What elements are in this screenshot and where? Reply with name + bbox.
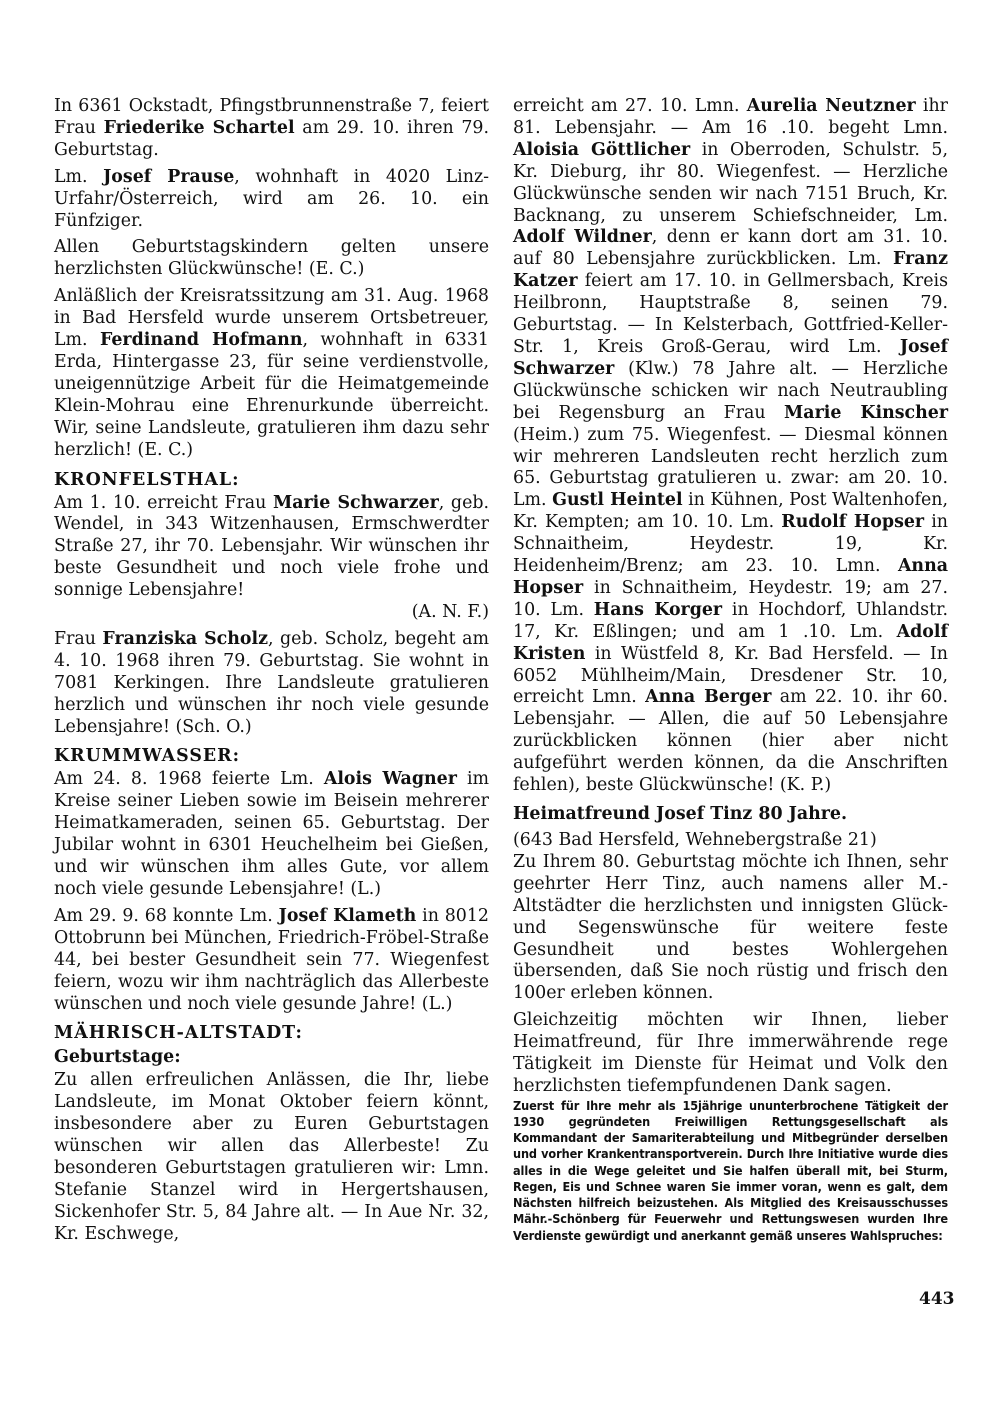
heading-geburtstage: Geburtstage: xyxy=(54,1047,181,1068)
heading-maehrisch-altstadt: MÄHRISCH-ALTSTADT: xyxy=(54,1023,303,1044)
paragraph-klameth: Am 29. 9. 68 konnte Lm. Josef Klameth in 8012 Ottobrunn bei München, Friedrich-Fröbel-Straße 44, bei bester Gesundheit sein 77. Wiegenfest feiern, wozu wir ihm nachträglich das Allerbeste wünschen und noch viele gesunde Jahre! (L.) xyxy=(54,905,489,1014)
paragraph-schartel: In 6361 Ockstadt, Pfingstbrunnenstraße 7, feiert Frau Friederike Schartel am 29. 10. ihren 79. Geburtstag. xyxy=(54,96,490,160)
heading-tinz: Heimatfreund Josef Tinz 80 Jahre. xyxy=(513,804,848,824)
paragraph-allen: Allen Geburtstagskindern gelten unsere herzlichsten Glückwünsche! (E. C.) xyxy=(54,237,489,280)
heading-krummwasser: KRUMMWASSER: xyxy=(54,746,241,767)
paragraph-greeting: Zu Ihrem 80. Geburtstag möchte ich Ihnen, sehr geehrter Herr Tinz, auch namens aller M.-Altstädter die herzlichsten und innigsten Glück- und Segenswünsche für weitere feste Gesundheit und bestes Wohlergehen übersenden, daß Sie noch rüstig und frisch den 100er erleben können. xyxy=(513,851,948,1004)
paragraph-schwarzer: Am 1. 10. erreicht Frau Marie Schwarzer, geb. Wendel, in 343 Witzenhausen, Ermschwerdter Straße 27, ihr 70. Lebensjahr. Wir wünschen ihr beste Gesundheit und noch viele frohe und sonnige Lebensjahre! (A. N. F.) xyxy=(54,492,490,623)
paragraph-birthday-list: erreicht am 27. 10. Lmn. Aurelia Neutzner ihr 81. Lebensjahr. — Am 16 .10. begeht Lmn. Aloisia Göttlicher in Oberroden, Schulstr. 5, Kr. Dieburg, ihr 80. Wiegenfest. — Herzliche Glückwünsche senden wir nach 7151 Bruch, Kr. Backnang, zu unserem Schiefschneider, Lm. Adolf Wildner, denn er kann dort am 31. 10. auf 80 Lebensjahre zurückblicken. Lm. Franz Katzer feiert am 17. 10. in Gellmersbach, Kreis Heilbronn, Hauptstraße 8, seinen 79. Geburtstag. — In Kelsterbach, Gottfried-Keller-Str. 1, Kreis Groß-Gerau, wird Lm. Josef Schwarzer (Klw.) 78 Jahre alt. — Herzliche Glückwünsche schicken wir nach Neutraubling bei Regensburg an Frau Marie Kinscher (Heim.) zum 75. Wiegenfest. — Diesmal können wir mehreren Landsleuten recht herzlich zum 65. Geburtstag gratulieren u. zwar: am 20. 10. Lm. Gustl Heintel in Kühnen, Post Waltenhofen, Kr. Kempten; am 10. 10. Lm. Rudolf Hopser in Schnaitheim, Heydestr. 19, Kr. Heidenheim/Brenz; am 23. 10. Lmn. Anna Hopser in Schnaitheim, Heydestr. 19; am 27. 10. Lm. Hans Korger in Hochdorf, Uhlandstr. 17, Kr. Eßlingen; und am 1 .10. Lm. Adolf Kristen in Wüstfeld 8, Kr. Bad Hersfeld. — In 6052 Mühlheim/Main, Dresdener Str. 10, erreicht Lmn. Anna Berger am 22. 10. ihr 60. Lebensjahr. — Allen, die auf 50 Lebensjahre zurückblicken können (hier aber nicht aufgeführt werden können, da die Anschriften fehlen), beste Glückwünsche! (K. P.) xyxy=(513,96,948,796)
paragraph-oktober: Zu allen erfreulichen Anlässen, die Ihr, liebe Landsleute, im Monat Oktober feiern könnt, insbesondere aber zu Euren Geburtstagen wünschen wir allen das Allerbeste! Zu besonderen Geburtstagen gratulieren wir: Lmn. Stefanie Stanzel wird in Hergertshausen, Sickenhofer Str. 5, 84 Jahre alt. — In Aue Nr. 32, Kr. Eschwege, xyxy=(54,1070,489,1244)
paragraph-scholz: Frau Franziska Scholz, geb. Scholz, begeht am 4. 10. 1968 ihren 79. Geburtstag. Sie wohnt in 7081 Kerkingen. Ihre Landsleute gratulieren herzlich und wünschen ihr noch viele gesunde Lebensjahre! (Sch. O.) xyxy=(54,628,489,737)
right-column xyxy=(513,96,948,1249)
paragraph-prause: Lm. Josef Prause, wohnhaft in 4020 Linz-Urfahr/Österreich, wird am 26. 10. ein Fünfziger. xyxy=(54,166,489,231)
left-column xyxy=(54,96,489,1251)
paragraph-hofmann: Anläßlich der Kreisratssitzung am 31. Aug. 1968 in Bad Hersfeld wurde unserem Ortsbetreuer, Lm. Ferdinand Hofmann, wohnhaft in 6331 Erda, Hintergasse 23, für seine verdienstvolle, uneigennützige Arbeit für die Heimatgemeinde Klein-Mohrau eine Ehrenurkunde überreicht. Wir, seine Landsleute, gratulieren ihm dazu sehr herzlich! (E. C.) xyxy=(54,286,489,460)
paragraph-wagner: Am 24. 8. 1968 feierte Lm. Alois Wagner im Kreise seiner Lieben sowie im Beisein mehrerer Heimatkameraden, seinen 65. Geburtstag. Der Jubilar wohnt in 6301 Heuchelheim bei Gießen, und wir wünschen ihm alles Gute, vor allem noch viele gesunde Lebensjahre! (L.) xyxy=(54,769,489,899)
heading-kronfelsthal: KRONFELSTHAL: xyxy=(54,469,240,490)
paragraph-small-print: Zuerst für Ihre mehr als 15jährige ununterbrochene Tätigkeit der 1930 gegründeten Freiwilligen Rettungsgesellschaft als Kommandant der Samariterabteilung und Mitbegründer derselben und vorher Krankentransportverein. Durch Ihre Initiative wurde dies alles in die Wege geleitet und Sie halfen überall mit, bei Sturm, Regen, Eis und Schnee waren Sie immer voran, wenn es galt, dem Nächsten hilfreich beizustehen. Als Mitglied des Kreisausschusses Mähr.-Schönberg für Feuerwehr und Rettungswesen wurden Ihre Verdienste gewürdigt und anerkannt gemäß unseres Wahlspruches: xyxy=(513,1097,948,1243)
signature: (A. N. F.) xyxy=(411,602,489,623)
paragraph-thanks: Gleichzeitig möchten wir Ihnen, lieber Heimatfreund, für Ihre immerwährende rege Tätigkeit im Dienste für Heimat und Volk den herzlichsten tiefempfundenen Dank sagen. xyxy=(513,1010,948,1096)
paragraph-address: (643 Bad Hersfeld, Wehnebergstraße 21) xyxy=(513,830,877,850)
page-number: 443 xyxy=(919,1289,955,1309)
